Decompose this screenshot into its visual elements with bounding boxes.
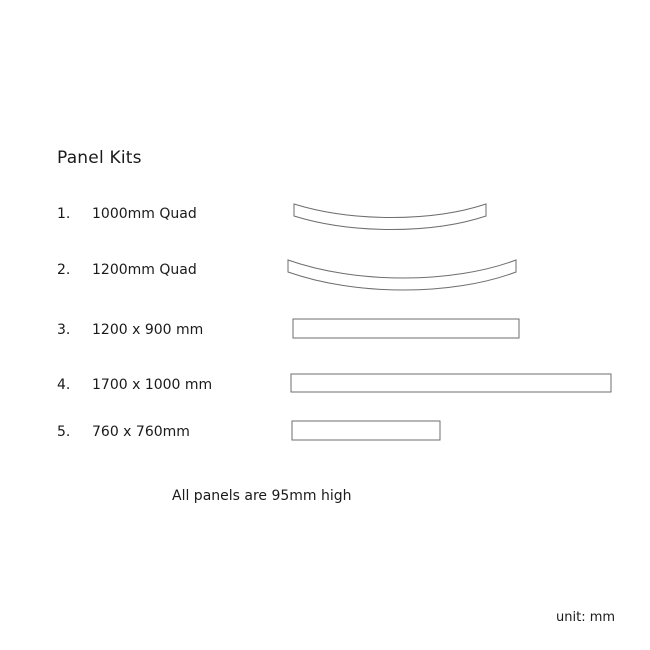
panel-row-1 [0,206,650,246]
panel-row-3 [0,322,650,362]
row-label: 1000mm Quad [92,206,197,222]
row-label: 760 x 760mm [92,424,190,440]
straight-panel-shape-3 [292,316,522,344]
panel-row-2 [0,262,650,302]
curved-panel-shape-1 [292,200,490,240]
straight-panel-shape-4 [290,371,614,399]
footnote-text: All panels are 95mm high [172,488,352,504]
row-label: 1200 x 900 mm [92,322,204,338]
curved-panel-shape-2 [286,256,522,300]
row-label: 1200mm Quad [92,262,197,278]
panel-row-5 [0,424,650,464]
row-number: 2. [57,262,71,278]
row-label: 1700 x 1000 mm [92,377,213,393]
page-title: Panel Kits [57,148,142,168]
row-number: 3. [57,322,71,338]
straight-panel-shape-5 [291,418,443,446]
unit-note: unit: mm [556,610,616,625]
row-number: 1. [57,206,71,222]
panel-row-4 [0,377,650,417]
row-number: 4. [57,377,71,393]
row-number: 5. [57,424,71,440]
